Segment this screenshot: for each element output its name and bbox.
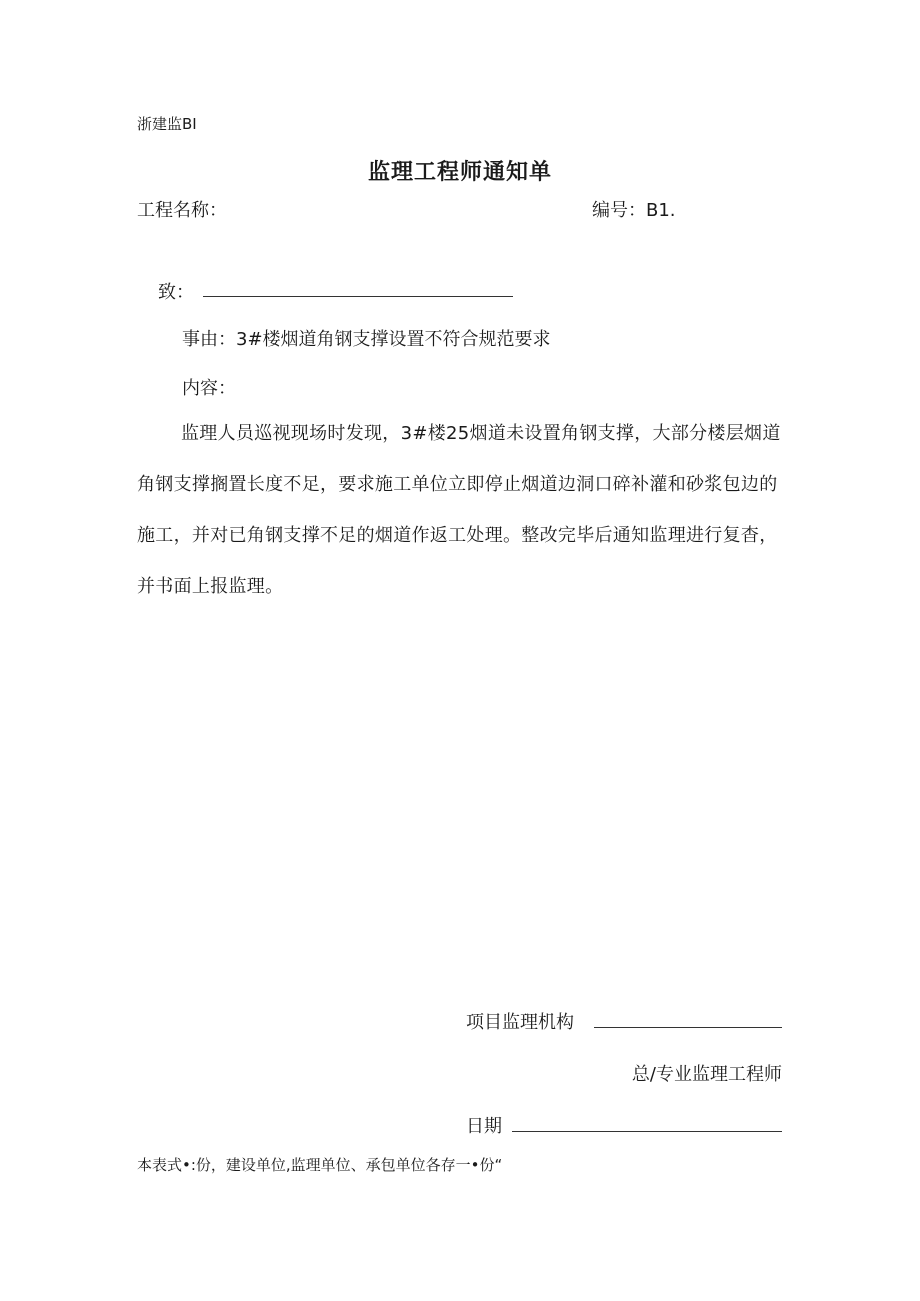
date-line (512, 1131, 782, 1132)
engineer-label: 总/专业监理工程师 (631, 1064, 782, 1085)
project-name-label: 工程名称： (137, 200, 227, 221)
supervision-org-line (594, 1027, 782, 1028)
document-number: 编号：B1. (592, 200, 676, 221)
content-body: 监理人员巡视现场时发现，3#楼25烟道未设置角钢支撑，大部分楼层烟道角钢支撑搁置长度不足，要求施工单位立即停止烟道边洞口碎补灌和砂浆包边的施工，并对已角钢支撑不足的烟道作返工处理。整改完毕后通知监理进行复杳，并书面上报监理。 (137, 423, 781, 597)
content-label: 内容： (182, 378, 236, 399)
addressee-line (203, 296, 513, 297)
page-title: 监理工程师通知单 (367, 160, 552, 185)
date-label: 日期 (466, 1116, 502, 1137)
addressee-label: 致： (158, 282, 194, 303)
footer-note: 本表式•:份，建设单位,监理单位、承包单位各存一•份“ (137, 1156, 503, 1174)
form-code: 浙建监BI (137, 115, 197, 133)
supervision-org-label: 项目监理机构 (466, 1012, 574, 1033)
reason-text: 事由：3#楼烟道角钢支撑设置不符合规范要求 (182, 329, 551, 350)
